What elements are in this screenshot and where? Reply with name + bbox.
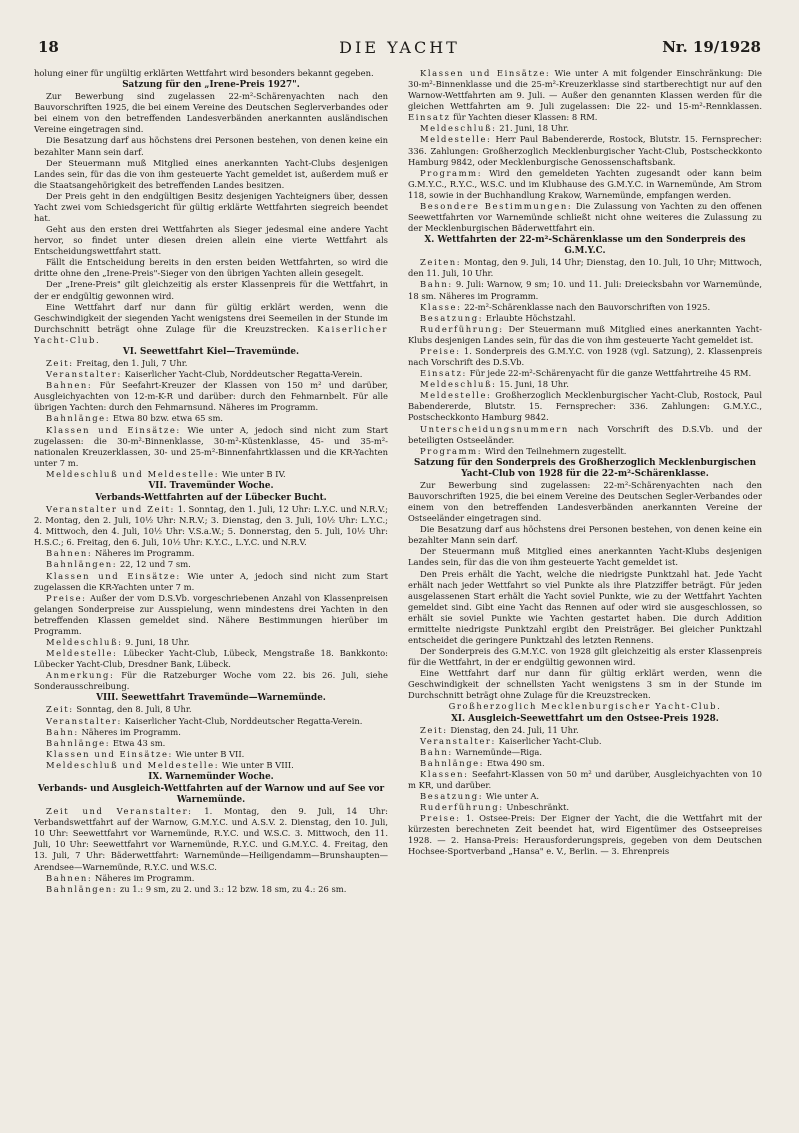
paragraph: Der Sonderpreis des G.M.Y.C. von 1928 gilt gleichzeitig als erster Klassenpreis für die Wettfahrt, in der er endgültig gewonnen wird. bbox=[408, 646, 762, 668]
entry: Einsatz: Für jede 22-m²-Schärenyacht für die ganze Wettfahrtreihe 45 RM. bbox=[420, 368, 752, 379]
entry: Ruderführung: Der Steuermann muß Mitglied eines anerkannten Yacht-Klubs desjenigen Landes sein, für das die von ihm gesteuerte Yacht gemeldet ist. bbox=[408, 323, 762, 345]
entry: Anmerkung: Für die Ratzeburger Woche vom 22. bis 26. Juli, siehe Sonderausschreibung. bbox=[34, 670, 388, 692]
entry: Klasse: 22-m²-Schärenklasse nach den Bauvorschriften von 1925. bbox=[420, 301, 711, 312]
entry: Bahnlängen: zu 1.: 9 sm, zu 2. und 3.: 12 bzw. 18 sm, zu 4.: 26 sm. bbox=[46, 883, 347, 894]
left-column bbox=[34, 68, 388, 895]
entry: Meldestelle: Großherzoglich Mecklenburgischer Yacht-Club, Rostock, Paul Babendererde, Blutstr. 15. Fernsprecher: 336. Zahlungen: G.M.Y.C., Postscheckkonto Hamburg 9842. bbox=[408, 390, 762, 423]
entry: Preise: Außer der vom D.S.Vb. vorgeschriebenen Anzahl von Klassenpreisen gelangen Sonderpreise zur Ausspielung, wenn mindestens drei Yachten in den betreffenden Klassen gemeldet sind. Nähere Bestimmungen hierüber im Programm. bbox=[34, 592, 388, 636]
entry: Besatzung: Erlaubte Höchstzahl. bbox=[420, 312, 576, 323]
signature: Kaiserlicher Yacht-Club. bbox=[34, 323, 388, 345]
entry: Meldeschluß: 21. Juni, 18 Uhr. bbox=[420, 123, 569, 134]
paragraph: Der „Irene-Preis" gilt gleichzeitig als erster Klassenpreis für die Wettfahrt, in der er endgültig gewonnen wird. bbox=[34, 279, 388, 301]
entry: Preise: 1. Sonderpreis des G.M.Y.C. von 1928 (vgl. Satzung), 2. Klassenpreis nach Vorschrift des D.S.Vb. bbox=[408, 345, 762, 368]
section-subheading: Verbands- und Ausgleich-Wettfahrten auf der Warnow und auf See vor Warnemünde. bbox=[37, 784, 385, 806]
paragraph: Die Besatzung darf aus höchstens drei Personen bestehen, von denen keine ein bezahlter Mann sein darf. bbox=[34, 135, 388, 157]
entry: Zeiten: Montag, den 9. Juli, 14 Uhr; Dienstag, den 10. Juli, 10 Uhr; Mittwoch, den 11. Juli, 10 Uhr. bbox=[408, 257, 762, 279]
paragraph: holung einer für ungültig erklärten Wettfahrt wird besonders bekannt gegeben. bbox=[34, 68, 374, 78]
entry: Preise: 1. Ostsee-Preis: Der Eigner der Yacht, die die Wettfahrt mit der kürzesten berechneten Zeit beendet hat, wird Eigentümer des Ostseepreises 1928. — 2. Hansa-Preis: Herausforderungspreis, gegeben von dem Deutschen Hochsee-Sportverband „Hansa" e. V., Berlin. — 3. Ehrenpreis bbox=[408, 813, 762, 857]
entry: Klassen und Einsätze: Wie unter B VII. bbox=[46, 748, 245, 759]
entry: Bahn: 9. Juli: Warnow, 9 sm; 10. und 11. Juli: Dreiecksbahn vor Warnemünde, 18 sm. Näheres im Programm. bbox=[408, 279, 762, 301]
paragraph: Die Besatzung darf aus höchstens drei Personen bestehen, von denen keine ein bezahlter Mann sein darf. bbox=[408, 524, 762, 546]
entry: Bahnen: Für Seefahrt-Kreuzer der Klassen von 150 m² und darüber, Ausgleichyachten von 12-m-K-R und darüber: durch den Fehmarnbelt. Für alle übrigen Yachten: durch den Fehmarnsund. Näheres im Programm. bbox=[34, 380, 389, 413]
paragraph: Der Preis geht in den endgültigen Besitz desjenigen Yachteigners über, dessen Yacht zwei vom Schiedsgericht für gültig erklärte Wettfahrten siegreich beendet hat. bbox=[34, 190, 388, 224]
entry: Ruderführung: Unbeschränkt. bbox=[420, 802, 570, 813]
entry: Unterscheidungsnummern nach Vorschrift des D.S.Vb. und der beteiligten Ostseeländer. bbox=[408, 423, 762, 445]
section-heading: Satzung für den Sonderpreis des Großherzoglich Mecklenburgischen Yacht-Club von 1928 für die 22-m²-Schärenklasse. bbox=[413, 457, 757, 479]
entry: Bahnen: Näheres im Programm. bbox=[46, 872, 195, 883]
entry: Veranstalter: Kaiserlicher Yacht-Club. bbox=[420, 735, 602, 746]
entry: Zeit und Veranstalter: 1. Montag, den 9. Juli, 14 Uhr: Verbandswettfahrt auf der Warnow, G.M.Y.C. und A.S.V. 2. Dienstag, den 10. Juli, 10 Uhr: Seewettfahrt vor Warnemünde, R.Y.C. und W.S.C. 3. Mittwoch, den 11. Juli, 10 Uhr: Seewettfahrt vor Warnemünde, R.Y.C. und G.M.Y.C. 4. Freitag, den 13. Juli, 7 Uhr: Bäderwettfahrt: Warnemünde—Heiligendamm—Brunshaupten—Arendsee—Warnemünde, R.Y.C. und W.S.C. bbox=[34, 806, 388, 872]
entry: Zeit: Freitag, den 1. Juli, 7 Uhr. bbox=[46, 358, 188, 369]
paragraph: Den Preis erhält die Yacht, welche die niedrigste Punktzahl hat. Jede Yacht erhält nach jeder Wettfahrt so viel Punkte als ihre Platzziffer beträgt. Für jeden ausgelassenen Start erhält die Yacht soviel Punkte, wie zu der Wettfahrt Yachten gemeldet sind. Gibt eine Yacht das Rennen auf oder wird sie ausgeschlossen, so erhält sie soviel Punkte wie Yachten gestartet haben. Die durch Addition ermittelte niedrigste Punktzahl ergibt den Preisträger. Bei gleicher Punktzahl entscheidet die geringere Punktzahl des letzten Rennens. bbox=[408, 568, 762, 645]
entry: Zeit: Dienstag, den 24. Juli, 11 Uhr. bbox=[420, 724, 579, 735]
right-column bbox=[408, 68, 762, 858]
paragraph: Zur Bewerbung sind zugelassen: 22-m²-Schärenyachten nach den Bauvorschriften 1925, die bei einem Vereine des Deutschen Segler-Verbandes oder einem von den betreffenden Landesverbänden anerkannten Vereine der Ostseeländer eingetragen sind. bbox=[408, 479, 762, 524]
entry: Veranstalter: Kaiserlicher Yacht-Club, Norddeutscher Regatta-Verein. bbox=[46, 369, 363, 380]
entry: Meldeschluß und Meldestelle: Wie unter B VIII. bbox=[46, 759, 294, 770]
entry: Bahnlänge: Etwa 490 sm. bbox=[420, 757, 545, 768]
section-heading: IX. Warnemünder Woche. bbox=[148, 771, 274, 782]
entry: Zeit: Sonntag, den 8. Juli, 8 Uhr. bbox=[46, 704, 192, 715]
entry: Meldeschluß: 15. Juni, 18 Uhr. bbox=[420, 379, 569, 390]
paragraph: Zur Bewerbung sind zugelassen 22-m²-Schärenyachten nach den Bauvorschriften 1925, die bei einem Vereine des Deutschen Seglerverbandes oder bei einem von den betreffenden Landesverbänden anerkannten ausländischen Vereine eingetragen sind. bbox=[34, 91, 388, 135]
paragraph: Der Steuermann muß Mitglied eines anerkannten Yacht-Klubs desjenigen Landes sein, für das die von ihm gesteuerte Yacht gemeldet ist. bbox=[408, 546, 762, 568]
section-heading: X. Wettfahrten der 22-m²-Schärenklasse um den Sonderpreis des G.M.Y.C. bbox=[424, 235, 746, 257]
section-heading: Satzung für den „Irene-Preis 1927". bbox=[122, 80, 300, 91]
entry: Besondere Bestimmungen: Die Zulassung von Yachten zu den offenen Seewettfahrten vor Warnemünde schließt nicht ohne weiteres die Zulassung zu der Mecklenburgischen Bäderwettfahrt ein. bbox=[408, 200, 763, 234]
paragraph: Eine Wettfahrt darf nur dann für gültig erklärt werden, wenn die Geschwindigkeit der siegenden Yacht wenigstens drei Seemeilen in der Stunde im Durchschnitt beträgt ohne Zulage für die Kreuzstrecken. Kaiserlicher Yacht-Club. bbox=[34, 301, 388, 345]
section-heading: VII. Travemünder Woche. bbox=[148, 480, 274, 491]
entry: Meldeschluß: 9. Juni, 18 Uhr. bbox=[46, 636, 190, 647]
entry: Klassen und Einsätze: Wie unter A mit folgender Einschränkung: Die 30-m²-Binnenklasse und die 25-m²-Kreuzerklasse sind startberechtigt nur auf den Warnow-Wettfahrten am 9. Juli. — Außer den genannten Klassen werden für die gleichen Wettfahrten am 9. Juli zugelassen: Die 22- und 15-m²-Rennklassen. Einsatz für Yachten dieser Klassen: 8 RM. bbox=[408, 68, 762, 123]
entry: Klassen und Einsätze: Wie unter A, jedoch sind nicht zum Start zugelassen die KR-Yachten unter 7 m. bbox=[34, 570, 388, 592]
section-heading: XI. Ausgleich-Seewettfahrt um den Ostsee-Preis 1928. bbox=[451, 713, 719, 724]
entry: Bahn: Näheres im Programm. bbox=[46, 726, 181, 737]
entry: Meldestelle: Herr Paul Babendererde, Rostock, Blutstr. 15. Fernsprecher: 336. Zahlungen: Großherzoglich Mecklenburgischer Yacht-Club, Postscheckkonto Hamburg 9842, oder Mecklenburgische Genossenschaftsbank. bbox=[408, 134, 762, 167]
issue-number: Nr. 19/1928 bbox=[662, 38, 761, 56]
entry: Programm: Wird den Teilnehmern zugestellt. bbox=[420, 445, 627, 456]
paragraph: Eine Wettfahrt darf nur dann für gültig erklärt werden, wenn die Geschwindigkeit der schnellsten Yacht wenigstens 3 sm in der Stunde im Durchschnitt beträgt ohne Zulage für die Kreuzstrecken. bbox=[408, 668, 762, 701]
entry: Bahnlänge: Etwa 43 sm. bbox=[46, 737, 166, 748]
entry: Veranstalter und Zeit: 1. Sonntag, den 1. Juli, 12 Uhr: L.Y.C. und N.R.V.; 2. Montag, den 2. Juli, 10½ Uhr: N.R.V.; 3. Dienstag, den 3. Juli, 10½ Uhr: L.Y.C.; 4. Mittwoch, den 4. Juli, 10½ Uhr: V.S.a.W.; 5. Donnerstag, den 5. Juli, 10½ Uhr: H.S.C.; 6. Freitag, den 6. Juli, 10½ Uhr: K.Y.C., L.Y.C. und N.R.V. bbox=[34, 504, 389, 548]
paragraph: Fällt die Entscheidung bereits in den ersten beiden Wettfahrten, so wird die dritte ohne den „Irene-Preis"-Sieger von den übrigen Yachten allein gesegelt. bbox=[34, 257, 388, 279]
entry: Meldestelle: Lübecker Yacht-Club, Lübeck, Mengstraße 18. Bankkonto: Lübecker Yacht-Club, Dresdner Bank, Lübeck. bbox=[34, 648, 388, 670]
section-heading: VI. Seewettfahrt Kiel—Travemünde. bbox=[122, 346, 300, 357]
paragraph: Der Steuermann muß Mitglied eines anerkannten Yacht-Clubs desjenigen Landes sein, für das die von ihm gesteuerte Yacht gemeldet ist, außerdem muß er die Staatsangehörigkeit des betreffenden Landes besitzen. bbox=[34, 157, 388, 190]
entry: Bahnlängen: 22, 12 und 7 sm. bbox=[46, 559, 191, 570]
entry: Klassen und Einsätze: Wie unter A, jedoch sind nicht zum Start zugelassen: die 30-m²-Binnenklasse, 30-m²-Küstenklasse, 45- und 35-m²- nationalen Kreuzerklassen, 30- und 25-m²-Binnenfahrtklassen und die KR-Yachten unter 7 m. bbox=[34, 424, 388, 468]
paragraph: Geht aus den ersten drei Wettfahrten als Sieger jedesmal eine andere Yacht hervor, so findet unter diesen dreien allein eine vierte Wettfahrt als Entscheidungswettfahrt statt. bbox=[34, 224, 388, 257]
entry: Veranstalter: Kaiserlicher Yacht-Club, Norddeutscher Regatta-Verein. bbox=[46, 715, 363, 726]
entry: Meldeschluß und Meldestelle: Wie unter B IV. bbox=[46, 468, 286, 479]
entry: Bahnlänge: Etwa 80 bzw. etwa 65 sm. bbox=[46, 413, 224, 424]
magazine-title: DIE YACHT bbox=[339, 38, 460, 57]
entry: Programm: Wird den gemeldeten Yachten zugesandt oder kann beim G.M.Y.C., R.Y.C., W.S.C. und im Klubhause des G.M.Y.C. in Warnemünde, Am Strom 118, sowie in der Buchhandlung Krakow, Warnemünde, empfangen werden. bbox=[408, 167, 762, 200]
entry: Besatzung: Wie unter A. bbox=[420, 791, 540, 802]
signature: Großherzoglich Mecklenburgischer Yacht-Club. bbox=[448, 701, 722, 712]
section-subheading: Verbands-Wettfahrten auf der Lübecker Bucht. bbox=[95, 492, 327, 503]
page-header bbox=[38, 38, 761, 64]
entry: Klassen: Seefahrt-Klassen von 50 m² und darüber, Ausgleichyachten von 10 m KR, und darüber. bbox=[408, 768, 762, 790]
section-heading: VIII. Seewettfahrt Travemünde—Warnemünde. bbox=[96, 693, 326, 704]
page-number: 18 bbox=[38, 38, 59, 56]
entry: Bahnen: Näheres im Programm. bbox=[46, 548, 195, 559]
entry: Bahn: Warnemünde—Riga. bbox=[420, 746, 543, 757]
